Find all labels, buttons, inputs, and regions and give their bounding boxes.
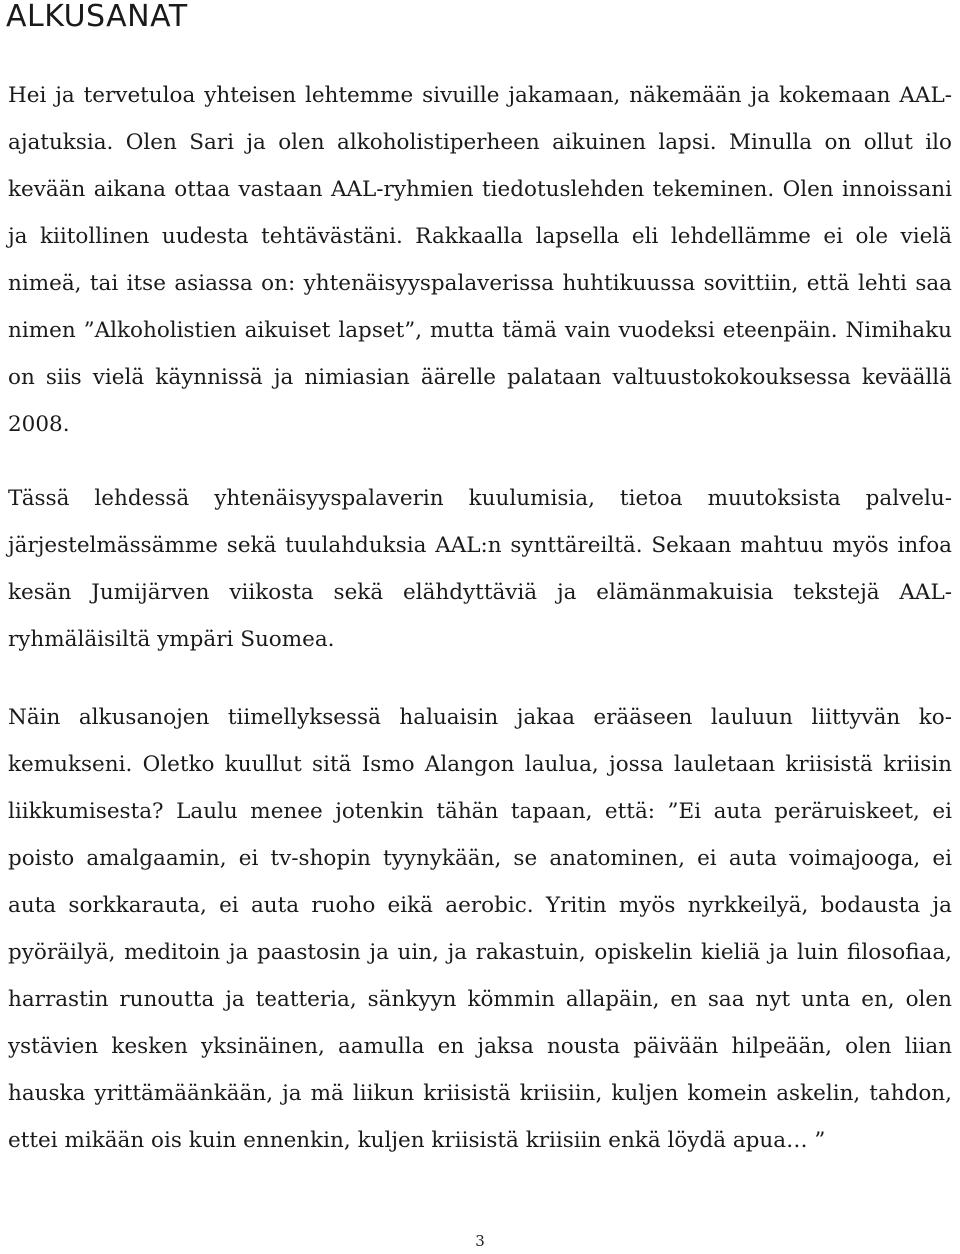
paragraph-song: Näin alkusanojen tiimellyksessä haluaisin jakaa erääseen lauluun liittyvän kokemukseni. Oletko kuullut sitä Ismo Alangon laulua, jossa lauletaan kriisistä kriisin liikkumisesta? Laulu menee jotenkin tähän tapaan, että: ”Ei auta peräruiskeet, ei poisto amalgaamin, ei tv-shopin tyynykään, se anatominen, ei auta voimajooga, ei auta sorkkarauta, ei auta ruoho eikä aerobic. Yritin myös nyrkkeilyä, bodausta ja pyöräilyä, meditoin ja paastosin ja uin, ja rakastuin, opiskelin kieliä ja luin filosofiaa, harrastin runoutta ja teatteria, sänkyyn kömmin allapäin, en saa nyt unta en, olen ystävien kesken yksinäinen, aamulla en jaksa nousta päivään hilpeään, olen liian hauska yrittämäänkään, ja mä liikun kriisistä kriisiin, kuljen komein askelin, tahdon, ettei mikään ois kuin ennenkin, kuljen kriisistä kriisiin enkä löydä apua… ” (8, 705, 952, 1153)
paragraph-contents: Tässä lehdessä yhtenäisyyspalaverin kuulumisia, tietoa muutoksista palvelujärjestelmässämme sekä tuulahduksia AAL:n synttäreiltä. Sekaan mahtuu myös infoa kesän Jumijärven viikosta sekä elähdyttäviä ja elämänmakuisia tekstejä AAL-ryhmäläisiltä ympäri Suomea. (8, 486, 952, 652)
paragraph-intro: Hei ja tervetuloa yhteisen lehtemme sivuille jakamaan, näkemään ja kokemaan AAL-ajatuksia. Olen Sari ja olen alkoholistiperheen aikuinen lapsi. Minulla on ollut ilo kevään aikana ottaa vastaan AAL-ryhmien tiedotuslehden tekeminen. Olen innoissani ja kiitollinen uudesta tehtävästäni. Rakkaalla lapsella eli lehdellämme ei ole vielä nimeä, tai itse asiassa on: yhtenäisyyspalaverissa huhtikuussa sovittiin, että lehti saa nimen ”Alkoholistien aikuiset lapset”, mutta tämä vain vuodeksi eteenpäin. Nimihaku on siis vielä käynnissä ja nimiasian äärelle palataan valtuustokokouksessa keväällä 2008. (8, 83, 952, 437)
page-number: 3 (475, 1232, 485, 1250)
page-title: ALKUSANAT (6, 0, 188, 34)
